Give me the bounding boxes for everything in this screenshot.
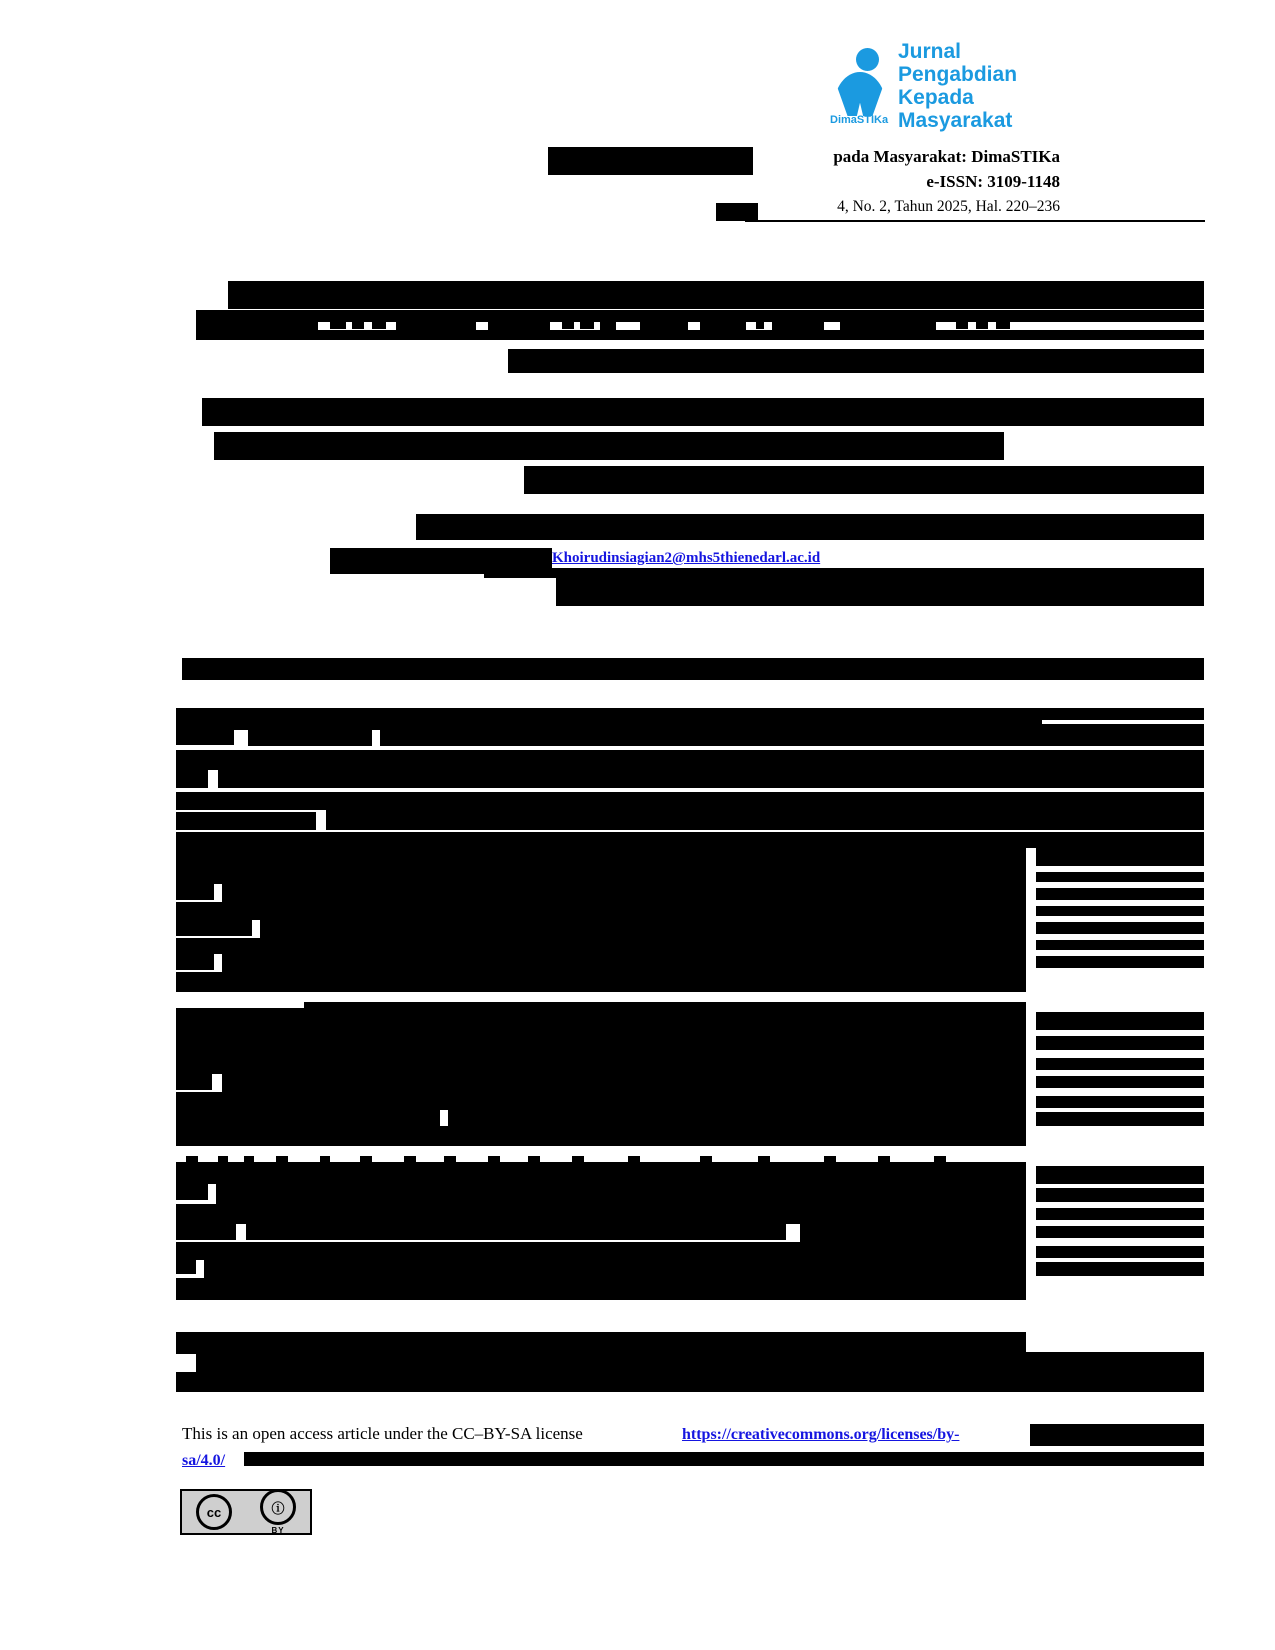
redaction-bar: [176, 832, 1204, 848]
license-url-line-2[interactable]: sa/4.0/: [182, 1452, 226, 1469]
redaction-bar: [1036, 1226, 1204, 1238]
redaction-bar: [1036, 1246, 1204, 1258]
redaction-bar: [1036, 1012, 1204, 1030]
redaction-bar: [488, 312, 550, 330]
redaction-bar: [930, 840, 942, 852]
redaction-bar: [1036, 906, 1204, 916]
logo-figure-shape: [834, 72, 886, 116]
logo-wordmark: [898, 40, 1017, 132]
redaction-bar: [1036, 848, 1204, 866]
redaction-bar: [246, 1220, 786, 1240]
redaction-bar: [580, 313, 594, 329]
redaction-bar: [176, 812, 316, 830]
redaction-bar: [176, 1260, 196, 1274]
redaction-bar: [204, 1256, 1026, 1278]
redaction-bar: [1030, 1424, 1204, 1446]
redaction-bar: [824, 1156, 836, 1168]
redaction-bar: [432, 840, 444, 852]
redaction-bar: [176, 1110, 440, 1126]
redaction-bar: [304, 1002, 1026, 1014]
redaction-bar: [186, 838, 198, 852]
redaction-bar: [176, 727, 234, 745]
redaction-bar: [182, 658, 1204, 680]
redaction-bar: [1036, 922, 1204, 934]
redaction-bar: [660, 840, 672, 852]
redaction-bar: [716, 203, 758, 221]
redaction-bar: [512, 840, 524, 852]
redaction-bar: [176, 1126, 1026, 1146]
redaction-bar: [1042, 708, 1204, 720]
redaction-bar: [352, 313, 364, 329]
redaction-bar: [216, 1182, 1026, 1204]
license-url-line-1[interactable]: https://creativecommons.org/licenses/by-: [682, 1426, 960, 1443]
redaction-bar: [600, 312, 616, 330]
redaction-bar: [176, 1372, 1204, 1392]
redaction-bar: [840, 312, 936, 330]
redaction-bar: [242, 840, 252, 852]
redaction-bar: [176, 954, 214, 970]
journal-eissn: e-ISSN: 3109-1148: [926, 172, 1060, 191]
redaction-bar: [248, 724, 372, 746]
redaction-bar: [196, 330, 1204, 340]
redaction-bar: [836, 840, 848, 852]
redaction-bar: [508, 349, 1204, 373]
redaction-bar: [548, 147, 753, 175]
logo-wordmark-line-2: Pengabdian: [898, 63, 1018, 86]
redaction-bar: [360, 1156, 372, 1168]
redaction-bar: [416, 514, 1204, 540]
redaction-bar: [1036, 1262, 1204, 1276]
redaction-bar: [1036, 888, 1204, 900]
redaction-bar: [572, 1156, 584, 1168]
redaction-bar: [640, 312, 688, 330]
cc-by-label: BY: [271, 1526, 285, 1535]
redaction-bar: [244, 1156, 254, 1168]
redaction-bar: [222, 882, 1026, 902]
redaction-bar: [800, 1220, 1026, 1242]
redaction-bar: [380, 724, 1204, 746]
redaction-bar: [326, 808, 1204, 830]
redaction-bar: [228, 281, 1204, 309]
redaction-bar: [176, 972, 1026, 992]
redaction-bar: [934, 1156, 946, 1168]
redaction-bar: [758, 1156, 770, 1168]
author-email-link[interactable]: Khoirudinsiagian2@mhs5thienedarl.ac.id: [552, 550, 821, 566]
open-access-license-text: This is an open access article under the CC–BY-SA license: [182, 1424, 583, 1443]
redaction-bar: [484, 568, 1204, 578]
redaction-bar: [528, 1156, 540, 1168]
redaction-bar: [218, 840, 228, 852]
redaction-bar: [196, 1352, 1204, 1372]
redaction-bar: [218, 766, 1204, 788]
cc-logo-icon: cc: [196, 1494, 232, 1530]
logo-wordmark-line-4: Masyarakat: [898, 109, 1013, 132]
redaction-bar: [562, 313, 574, 329]
redaction-bar: [488, 1156, 500, 1168]
redaction-bar: [956, 313, 968, 329]
redaction-bar: [222, 1072, 1026, 1092]
logo-subtitle: DimaSTIKa: [830, 114, 889, 126]
redaction-bar: [270, 840, 282, 852]
redaction-bar: [1036, 1166, 1204, 1184]
header-divider: [745, 220, 1205, 222]
redaction-bar: [1036, 1076, 1204, 1088]
redaction-bar: [244, 1452, 1204, 1466]
redaction-bar: [700, 1156, 712, 1168]
redaction-bar: [176, 1278, 1026, 1300]
logo-wordmark-line-1: Jurnal: [898, 40, 962, 63]
redaction-bar: [556, 578, 1204, 606]
redaction-bar: [756, 313, 764, 329]
redaction-bar: [214, 432, 1004, 460]
redaction-bar: [176, 848, 1026, 866]
redaction-bar: [396, 312, 476, 330]
redaction-bar: [748, 840, 760, 852]
redaction-bar: [260, 918, 1026, 938]
redaction-bar: [176, 884, 214, 900]
redaction-bar: [878, 1156, 890, 1168]
redaction-bar: [444, 1156, 456, 1168]
redaction-bar: [176, 1054, 1026, 1074]
redaction-bar: [524, 466, 1204, 494]
redaction-bar: [1036, 956, 1204, 968]
redaction-bar: [176, 920, 252, 936]
logo-head-dot: [856, 48, 879, 71]
journal-masthead: [830, 40, 1060, 140]
redaction-bar: [448, 1106, 1026, 1126]
redaction-bar: [996, 313, 1010, 329]
redaction-bar: [576, 840, 588, 852]
redaction-bar: [1036, 1208, 1204, 1220]
redaction-bar: [276, 1156, 288, 1168]
cc-badge-inner: [182, 1491, 310, 1533]
redaction-bar: [176, 1184, 208, 1200]
redaction-bar: [176, 1332, 1026, 1354]
redaction-bar: [222, 952, 1026, 972]
redaction-bar: [176, 1162, 1026, 1184]
redaction-bar: [1036, 940, 1204, 950]
cc-by-group: [260, 1489, 296, 1535]
redaction-bar: [1036, 1058, 1204, 1070]
redaction-bar: [1036, 1188, 1204, 1202]
redaction-bar: [1036, 872, 1204, 882]
redaction-bar: [330, 313, 346, 329]
redaction-bar: [1036, 1036, 1204, 1050]
redaction-bar: [976, 313, 988, 329]
redaction-bar: [176, 1074, 212, 1090]
redaction-bar: [176, 1224, 236, 1240]
redaction-bar: [628, 1156, 640, 1168]
redaction-bar: [356, 840, 370, 852]
redaction-bar: [1036, 1112, 1204, 1126]
redaction-bar: [176, 770, 208, 788]
redaction-bar: [320, 1156, 330, 1168]
redaction-bar: [1036, 1096, 1204, 1108]
logo-wordmark-line-3: Kepada: [898, 86, 974, 109]
redaction-bar: [772, 312, 824, 330]
journal-title-line: pada Masyarakat: DimaSTIKa: [833, 147, 1060, 166]
redaction-bar: [700, 312, 746, 330]
redaction-bar: [404, 1156, 416, 1168]
creative-commons-badge[interactable]: [180, 1489, 312, 1535]
redaction-bar: [372, 313, 386, 329]
cc-person-icon: ⓘ: [260, 1489, 296, 1525]
redaction-bar: [202, 398, 1204, 426]
redaction-bar: [218, 1156, 228, 1168]
journal-issue-line: 4, No. 2, Tahun 2025, Hal. 220–236: [837, 198, 1060, 215]
redaction-bar: [176, 1034, 1026, 1054]
redaction-bar: [186, 1156, 198, 1168]
